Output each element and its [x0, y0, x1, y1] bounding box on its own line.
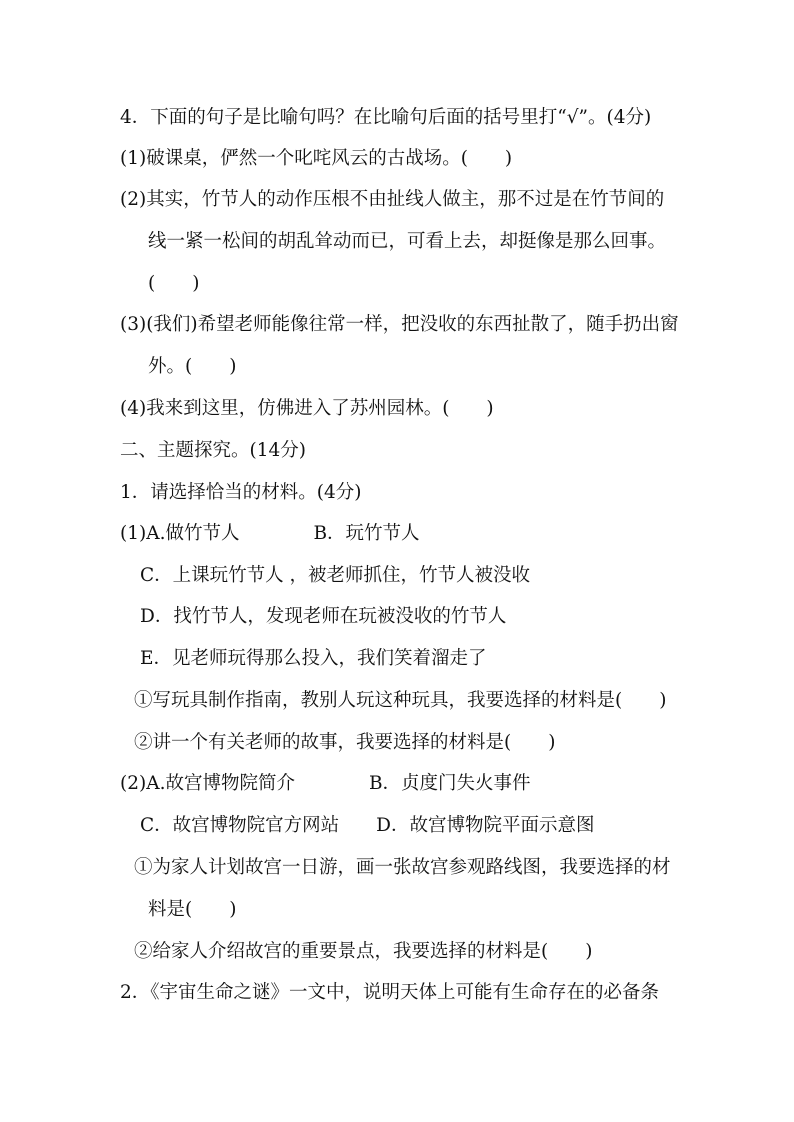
question-4-item-4: (4)我来到这里，仿佛进入了苏州园林。( )	[120, 398, 494, 419]
question-4-item-1: (1)破课桌，俨然一个叱咤风云的古战场。( )	[120, 148, 513, 169]
question-1-stem: 1．请选择恰当的材料。(4分)	[120, 482, 362, 503]
part-1-options-ab: (1)A.做竹节人 B．玩竹节人	[120, 523, 420, 544]
section-2-title: 二、主题探究。(14分)	[120, 440, 306, 461]
question-4-item-3-continued: 外。( )	[148, 356, 237, 377]
part-1-option-e: E．见老师玩得那么投入，我们笑着溜走了	[140, 648, 487, 669]
part-1-option-d: D．找竹节人，发现老师在玩被没收的竹节人	[140, 606, 507, 627]
question-4-item-2-answer: ( )	[148, 273, 200, 294]
question-2-stem: 2．《宇宙生命之谜》一文中，说明天体上可能有生命存在的必备条	[120, 982, 660, 1003]
question-4-item-2-continued: 线一紧一松间的胡乱耸动而已，可看上去，却挺像是那么回事。	[148, 231, 667, 252]
question-4-stem: 4．下面的句子是比喻句吗？在比喻句后面的括号里打“√”。(4分)	[120, 107, 652, 128]
part-2-options-ab: (2)A.故宫博物院简介 B．贞度门失火事件	[120, 773, 531, 794]
question-4-item-3: (3)(我们)希望老师能像往常一样，把没收的东西扯散了，随手扔出窗	[120, 314, 679, 335]
part-1-subquestion-2: ②讲一个有关老师的故事，我要选择的材料是( )	[134, 732, 556, 753]
part-1-subquestion-1: ①写玩具制作指南，教别人玩这种玩具，我要选择的材料是( )	[134, 690, 667, 711]
part-2-subquestion-2: ②给家人介绍故宫的重要景点，我要选择的材料是( )	[134, 941, 593, 962]
part-2-options-cd: C．故宫博物院官方网站 D．故宫博物院平面示意图	[140, 815, 595, 836]
question-4-item-2: (2)其实，竹节人的动作压根不由扯线人做主，那不过是在竹节间的	[120, 189, 665, 210]
part-1-option-c: C．上课玩竹节人 ，被老师抓住，竹节人被没收	[140, 565, 531, 586]
part-2-subquestion-1-continued: 料是( )	[148, 899, 237, 920]
part-2-subquestion-1: ①为家人计划故宫一日游，画一张故宫参观路线图，我要选择的材	[134, 857, 671, 878]
